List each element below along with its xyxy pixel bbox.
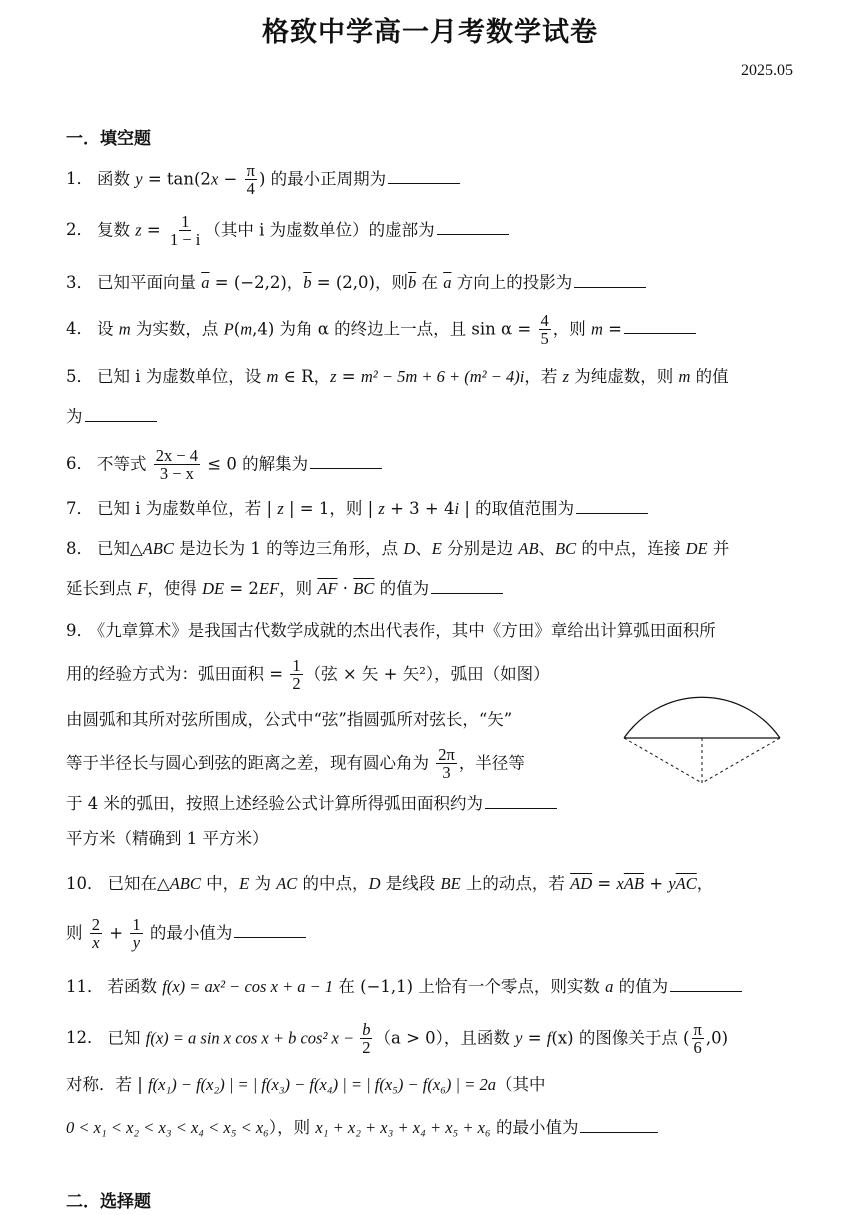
radius-right [702, 738, 780, 783]
question-9-line-2: 用的经验方式为：弧田面积 = $\frac{1}{2}$ （弦 × 矢 + 矢²），弧田（如图） [66, 656, 550, 694]
answer-blank[interactable] [310, 452, 382, 469]
question-11: 11． 若函数 f(x) = ax² − cos x + a − 1 在 (−1,1) 上恰有一个零点，则实数 a 的值为 [66, 972, 796, 1002]
question-9-line-4: 等于半径长与圆心到弦的距离之差，现有圆心角为 $\frac{2\pi}{3}$ ，半径等 [66, 745, 525, 783]
answer-blank[interactable] [234, 921, 306, 938]
question-6: 6． 不等式 $\frac{2x - 4}{3 - x}$ ≤ 0 的解集为 [66, 447, 796, 483]
fraction: $\frac{4}{5}$ [540, 311, 549, 349]
exam-date: 2025.05 [741, 62, 793, 79]
answer-blank[interactable] [85, 405, 157, 422]
fraction: $\frac{2x - 4}{3 - x}$ [155, 446, 199, 484]
question-1: 1． 函数 y = tan(2x − $\frac{\pi}{4}$ ) 的最小正周期为 [66, 162, 796, 198]
question-5: 5． 已知 i 为虚数单位，设 m ∈ R，z = m² − 5m + 6 + (m² − 4)i，若 z 为纯虚数，则 m 的值 [66, 367, 729, 386]
section-fill-in: 一．填空题 [66, 129, 151, 149]
fraction: $\frac{1}{2}$ [292, 656, 301, 694]
answer-blank[interactable] [437, 218, 509, 235]
question-9-line-3: 由圆弧和其所对弦所围成，公式中“弦”指圆弧所对弦长，“矢” [66, 710, 513, 729]
answer-blank[interactable] [576, 497, 648, 514]
question-2: 2． 复数 z = $\frac{1}{1 - i}$ （其中 i 为虚数单位）的虚部为 [66, 213, 796, 249]
question-7: 7． 已知 i 为虚数单位，若 | z | = 1，则 | z + 3 + 4i | 的取值范围为 [66, 494, 796, 524]
question-4: 4． 设 m 为实数，点 P(m,4) 为角 α 的终边上一点，且 sin α = $\frac{4}{5}$ ，则 m = [66, 312, 796, 348]
fraction: $\frac{\pi}{6}$ [693, 1020, 702, 1058]
answer-blank[interactable] [574, 271, 646, 288]
fraction: $\frac{2}{x}$ [91, 915, 100, 953]
question-5-line-2: 为 [66, 402, 796, 432]
question-9-line-5: 于 4 米的弧田，按照上述经验公式计算所得弧田面积约为 [66, 789, 796, 819]
question-12-line-3: 0 < x₁ < x₂ < x₃ < x₄ < x₅ < x₆），则 x₁ + x₂ + x₃ + x₄ + x₅ + x₆ 的最小值为 [66, 1113, 796, 1143]
answer-blank[interactable] [580, 1116, 658, 1133]
question-3: 3． 已知平面向量 $\overline{a} = (-2,2)$，$\overline{b} = (2,0)$，则$\overline{b}$ 在 $\overline{a}$ 方向上的投影为 [66, 268, 796, 298]
fraction: $\frac{\pi}{4}$ [246, 161, 255, 199]
question-12-line-2: 对称．若 | f(x₁) − f(x₂) | = | f(x₃) − f(x₄) | = | f(x₅) − f(x₆) | = 2a（其中 [66, 1075, 546, 1094]
section-multiple-choice: 二．选择题 [66, 1192, 151, 1212]
fraction: $\frac{2\pi}{3}$ [438, 745, 455, 783]
fraction: $\frac{b}{2}$ [362, 1020, 371, 1058]
answer-blank[interactable] [485, 792, 557, 809]
radius-left [624, 738, 702, 783]
question-9: 9． 《九章算术》是我国古代数学成就的杰出代表作，其中《方田》章给出计算弧田面积所 [66, 621, 716, 640]
page-title: 格致中学高一月考数学试卷 [262, 17, 598, 48]
arc-field-figure [620, 688, 785, 788]
answer-blank[interactable] [624, 317, 696, 334]
answer-blank[interactable] [670, 975, 742, 992]
question-10-line-2: 则 $\frac{2}{x}$ + $\frac{1}{y}$ 的最小值为 [66, 916, 796, 952]
fraction: $\frac{1}{y}$ [132, 915, 141, 953]
answer-blank[interactable] [388, 167, 460, 184]
fraction: $\frac{1}{1 - i}$ [170, 212, 201, 250]
arc [624, 697, 780, 738]
question-12: 12． 已知 f(x) = a sin x cos x + b cos² x − $\frac{b}{2}$ （a > 0），且函数 y = f(x) 的图像关于点 ( $\frac{\pi}{6}$ ,0) [66, 1020, 729, 1058]
question-8-line-2: 延长到点 F，使得 DE = 2EF，则 $\overline{AF} \cdot \overline{BC}$ 的值为 [66, 574, 796, 604]
question-10: 10． 已知在△ABC 中，E 为 AC 的中点，D 是线段 BE 上的动点，若 $\overline{AD} = x\overline{AB} + y\overline{AC}$， [66, 874, 714, 893]
question-9-line-6: 平方米（精确到 1 平方米） [66, 829, 269, 848]
answer-blank[interactable] [431, 577, 503, 594]
question-8: 8． 已知△ABC 是边长为 1 的等边三角形，点 D、E 分别是边 AB、BC 的中点，连接 DE 并 [66, 539, 730, 558]
